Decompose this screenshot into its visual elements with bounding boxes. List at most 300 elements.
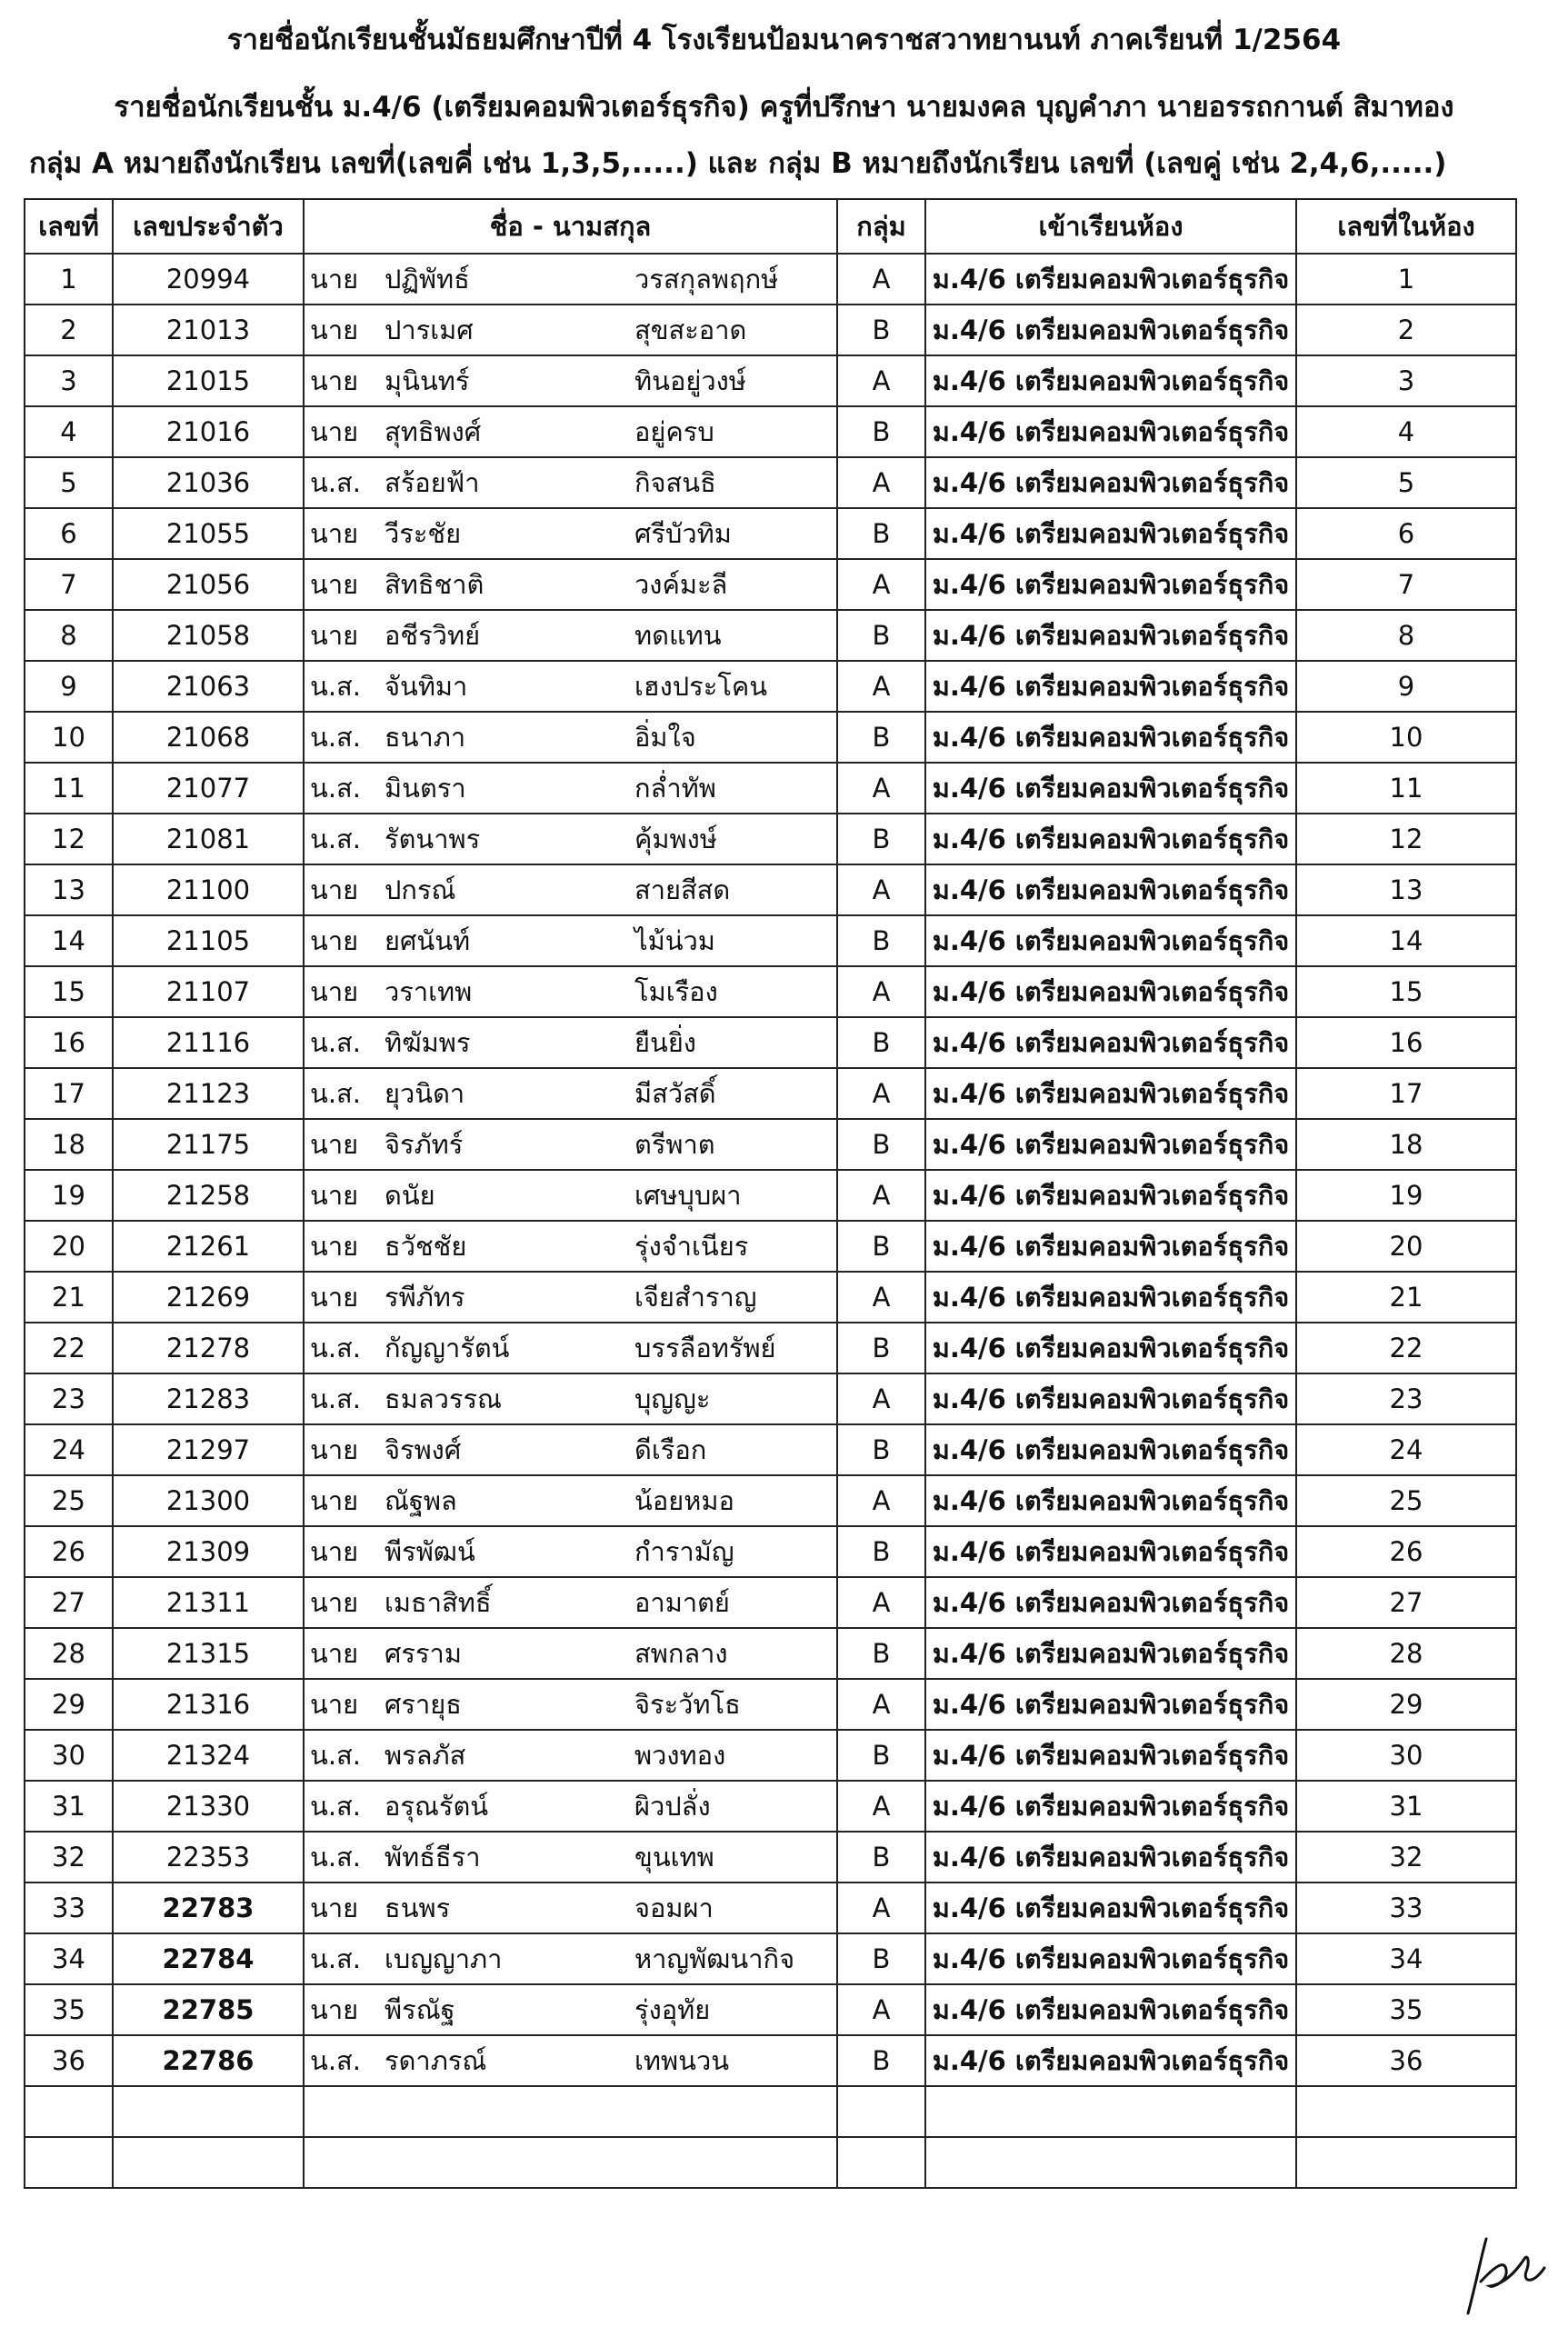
first-name: จิรพงศ์ bbox=[385, 1434, 462, 1465]
cell-student-id: 21309 bbox=[113, 1526, 304, 1577]
cell-name bbox=[304, 254, 837, 305]
first-name: อชีรวิทย์ bbox=[385, 620, 481, 651]
cell-group: B bbox=[837, 1628, 925, 1679]
cell-name bbox=[304, 355, 837, 406]
first-name: ณัฐพล bbox=[385, 1485, 457, 1516]
first-name: ธวัชชัย bbox=[385, 1231, 467, 1262]
first-name: ธนพร bbox=[385, 1893, 451, 1923]
cell-student-id: 22785 bbox=[113, 1984, 304, 2035]
cell-class-no: 34 bbox=[1296, 1933, 1516, 1984]
first-name: ปารเมศ bbox=[385, 315, 474, 345]
last-name: ผิวปลั่ง bbox=[634, 1791, 711, 1822]
name-title: นาย bbox=[310, 976, 359, 1007]
last-name: ทินอยู่วงษ์ bbox=[634, 365, 746, 396]
last-name: บรรลือทรัพย์ bbox=[634, 1333, 776, 1363]
first-name: รัตนาพร bbox=[385, 824, 481, 854]
cell-name bbox=[304, 1475, 837, 1526]
cell-no: 17 bbox=[25, 1068, 113, 1119]
empty-cell bbox=[925, 2137, 1296, 2188]
cell-student-id: 21315 bbox=[113, 1628, 304, 1679]
cell-name bbox=[304, 1883, 837, 1933]
cell-name bbox=[304, 1781, 837, 1832]
table-row bbox=[25, 1577, 1516, 1628]
first-name: วราเทพ bbox=[385, 976, 473, 1007]
cell-no: 12 bbox=[25, 814, 113, 864]
last-name: ศรีบัวทิม bbox=[634, 518, 732, 549]
last-name: กำรามัญ bbox=[634, 1536, 734, 1567]
first-name: อรุณรัตน์ bbox=[385, 1791, 489, 1822]
last-name: ดีเรือก bbox=[634, 1434, 707, 1465]
cell-student-id: 21036 bbox=[113, 457, 304, 508]
name-title: น.ส. bbox=[310, 1791, 361, 1822]
cell-no: 21 bbox=[25, 1272, 113, 1323]
cell-class-no: 7 bbox=[1296, 559, 1516, 610]
first-name: ปกรณ์ bbox=[385, 874, 456, 905]
cell-class-room: ม.4/6 เตรียมคอมพิวเตอร์ธุรกิจ bbox=[925, 915, 1296, 966]
cell-group: B bbox=[837, 712, 925, 763]
cell-no: 31 bbox=[25, 1781, 113, 1832]
cell-no: 14 bbox=[25, 915, 113, 966]
name-title: นาย bbox=[310, 1434, 359, 1465]
cell-no: 10 bbox=[25, 712, 113, 763]
last-name: จิระวัทโธ bbox=[634, 1689, 741, 1720]
last-name: โมเรือง bbox=[634, 976, 718, 1007]
cell-class-room: ม.4/6 เตรียมคอมพิวเตอร์ธุรกิจ bbox=[925, 1272, 1296, 1323]
last-name: กล่ำทัพ bbox=[634, 773, 716, 804]
name-title: นาย bbox=[310, 416, 359, 447]
last-name: สุขสะอาด bbox=[634, 315, 747, 345]
cell-student-id: 22353 bbox=[113, 1832, 304, 1883]
table-row bbox=[25, 1526, 1516, 1577]
name-title: นาย bbox=[310, 365, 359, 396]
cell-student-id: 21278 bbox=[113, 1323, 304, 1373]
cell-student-id: 21055 bbox=[113, 508, 304, 559]
cell-name bbox=[304, 2035, 837, 2086]
cell-class-no: 13 bbox=[1296, 864, 1516, 915]
cell-class-no: 15 bbox=[1296, 966, 1516, 1017]
cell-name bbox=[304, 1373, 837, 1424]
cell-class-no: 16 bbox=[1296, 1017, 1516, 1068]
last-name: สายสีสด bbox=[634, 874, 731, 905]
cell-group: A bbox=[837, 1373, 925, 1424]
cell-name bbox=[304, 1679, 837, 1730]
cell-student-id: 21269 bbox=[113, 1272, 304, 1323]
first-name: สุทธิพงศ์ bbox=[385, 416, 482, 447]
cell-group: B bbox=[837, 1323, 925, 1373]
cell-class-room: ม.4/6 เตรียมคอมพิวเตอร์ธุรกิจ bbox=[925, 1628, 1296, 1679]
table-row bbox=[25, 1832, 1516, 1883]
name-title: น.ส. bbox=[310, 671, 361, 702]
cell-class-room: ม.4/6 เตรียมคอมพิวเตอร์ธุรกิจ bbox=[925, 1068, 1296, 1119]
first-name: จันทิมา bbox=[385, 671, 468, 702]
last-name: พวงทอง bbox=[634, 1740, 726, 1771]
last-name: จอมผา bbox=[634, 1893, 714, 1923]
cell-group: B bbox=[837, 305, 925, 355]
cell-class-room: ม.4/6 เตรียมคอมพิวเตอร์ธุรกิจ bbox=[925, 1832, 1296, 1883]
cell-class-no: 20 bbox=[1296, 1221, 1516, 1272]
table-row bbox=[25, 1017, 1516, 1068]
last-name: เทพนวน bbox=[634, 2045, 730, 2076]
cell-student-id: 21013 bbox=[113, 305, 304, 355]
table-row bbox=[25, 661, 1516, 712]
cell-class-room: ม.4/6 เตรียมคอมพิวเตอร์ธุรกิจ bbox=[925, 1221, 1296, 1272]
table-row bbox=[25, 406, 1516, 457]
cell-group: A bbox=[837, 966, 925, 1017]
first-name: ศรราม bbox=[385, 1638, 462, 1669]
name-title: นาย bbox=[310, 569, 359, 600]
cell-class-room: ม.4/6 เตรียมคอมพิวเตอร์ธุรกิจ bbox=[925, 508, 1296, 559]
cell-no: 20 bbox=[25, 1221, 113, 1272]
last-name: สพกลาง bbox=[634, 1638, 728, 1669]
cell-class-room: ม.4/6 เตรียมคอมพิวเตอร์ธุรกิจ bbox=[925, 1883, 1296, 1933]
cell-class-no: 10 bbox=[1296, 712, 1516, 763]
name-title: น.ส. bbox=[310, 1943, 361, 1974]
cell-no: 5 bbox=[25, 457, 113, 508]
name-title: น.ส. bbox=[310, 1842, 361, 1873]
cell-class-no: 22 bbox=[1296, 1323, 1516, 1373]
first-name: ศรายุธ bbox=[385, 1689, 462, 1720]
name-title: นาย bbox=[310, 620, 359, 651]
table-row bbox=[25, 1170, 1516, 1221]
table-row bbox=[25, 1730, 1516, 1781]
cell-name bbox=[304, 1272, 837, 1323]
cell-group: B bbox=[837, 1221, 925, 1272]
first-name: รพีภัทร bbox=[385, 1282, 465, 1313]
cell-group: A bbox=[837, 1984, 925, 2035]
cell-no: 33 bbox=[25, 1883, 113, 1933]
last-name: ไม้น่วม bbox=[634, 925, 715, 956]
cell-class-no: 21 bbox=[1296, 1272, 1516, 1323]
last-name: เศษบุบผา bbox=[634, 1180, 742, 1211]
cell-class-room: ม.4/6 เตรียมคอมพิวเตอร์ธุรกิจ bbox=[925, 305, 1296, 355]
first-name: เมธาสิทธิ์ bbox=[385, 1587, 492, 1618]
cell-student-id: 22783 bbox=[113, 1883, 304, 1933]
table-row bbox=[25, 1323, 1516, 1373]
empty-cell bbox=[1296, 2137, 1516, 2188]
table-row bbox=[25, 1373, 1516, 1424]
cell-class-room: ม.4/6 เตรียมคอมพิวเตอร์ธุรกิจ bbox=[925, 814, 1296, 864]
cell-student-id: 21116 bbox=[113, 1017, 304, 1068]
table-row bbox=[25, 712, 1516, 763]
cell-student-id: 21105 bbox=[113, 915, 304, 966]
cell-no: 23 bbox=[25, 1373, 113, 1424]
student-roster-table bbox=[24, 198, 1517, 2189]
last-name: วงค์มะลี bbox=[634, 569, 728, 600]
empty-cell bbox=[304, 2086, 837, 2137]
name-title: น.ส. bbox=[310, 1383, 361, 1414]
table-row bbox=[25, 2035, 1516, 2086]
cell-class-no: 35 bbox=[1296, 1984, 1516, 2035]
cell-group: B bbox=[837, 1017, 925, 1068]
table-row bbox=[25, 1424, 1516, 1475]
cell-class-no: 12 bbox=[1296, 814, 1516, 864]
cell-class-no: 25 bbox=[1296, 1475, 1516, 1526]
cell-no: 24 bbox=[25, 1424, 113, 1475]
cell-no: 4 bbox=[25, 406, 113, 457]
cell-student-id: 21081 bbox=[113, 814, 304, 864]
name-title: นาย bbox=[310, 1536, 359, 1567]
last-name: หาญพัฒนากิจ bbox=[634, 1943, 795, 1974]
name-title: น.ส. bbox=[310, 467, 361, 498]
cell-class-room: ม.4/6 เตรียมคอมพิวเตอร์ธุรกิจ bbox=[925, 864, 1296, 915]
cell-group: B bbox=[837, 1832, 925, 1883]
cell-class-room: ม.4/6 เตรียมคอมพิวเตอร์ธุรกิจ bbox=[925, 1017, 1296, 1068]
table-row bbox=[25, 254, 1516, 305]
cell-group: A bbox=[837, 254, 925, 305]
table-row bbox=[25, 1475, 1516, 1526]
cell-no: 36 bbox=[25, 2035, 113, 2086]
cell-name bbox=[304, 1068, 837, 1119]
table-row bbox=[25, 763, 1516, 814]
cell-class-room: ม.4/6 เตรียมคอมพิวเตอร์ธุรกิจ bbox=[925, 1577, 1296, 1628]
cell-name bbox=[304, 1170, 837, 1221]
first-name: ธนาภา bbox=[385, 722, 466, 753]
name-title: นาย bbox=[310, 1994, 359, 2025]
table-row bbox=[25, 864, 1516, 915]
name-title: นาย bbox=[310, 1129, 359, 1160]
cell-no: 29 bbox=[25, 1679, 113, 1730]
cell-class-no: 27 bbox=[1296, 1577, 1516, 1628]
empty-cell bbox=[113, 2086, 304, 2137]
cell-student-id: 21058 bbox=[113, 610, 304, 661]
cell-no: 18 bbox=[25, 1119, 113, 1170]
cell-name bbox=[304, 305, 837, 355]
cell-name bbox=[304, 559, 837, 610]
empty-row bbox=[25, 2137, 1516, 2188]
cell-name bbox=[304, 1119, 837, 1170]
cell-class-no: 24 bbox=[1296, 1424, 1516, 1475]
cell-group: A bbox=[837, 1272, 925, 1323]
cell-name bbox=[304, 1577, 837, 1628]
last-name: วรสกุลพฤกษ์ bbox=[634, 264, 779, 295]
cell-class-room: ม.4/6 เตรียมคอมพิวเตอร์ธุรกิจ bbox=[925, 1119, 1296, 1170]
first-name: รดาภรณ์ bbox=[385, 2045, 487, 2076]
column-header-class-room: เข้าเรียนห้อง bbox=[925, 199, 1296, 254]
signature-mark bbox=[1450, 2232, 1550, 2318]
cell-group: B bbox=[837, 1526, 925, 1577]
name-title: น.ส. bbox=[310, 773, 361, 804]
cell-class-no: 14 bbox=[1296, 915, 1516, 966]
cell-group: B bbox=[837, 508, 925, 559]
name-title: น.ส. bbox=[310, 1027, 361, 1058]
cell-student-id: 21077 bbox=[113, 763, 304, 814]
cell-no: 32 bbox=[25, 1832, 113, 1883]
cell-student-id: 21330 bbox=[113, 1781, 304, 1832]
cell-class-room: ม.4/6 เตรียมคอมพิวเตอร์ธุรกิจ bbox=[925, 1730, 1296, 1781]
cell-student-id: 21300 bbox=[113, 1475, 304, 1526]
cell-class-room: ม.4/6 เตรียมคอมพิวเตอร์ธุรกิจ bbox=[925, 559, 1296, 610]
cell-name bbox=[304, 864, 837, 915]
cell-class-room: ม.4/6 เตรียมคอมพิวเตอร์ธุรกิจ bbox=[925, 355, 1296, 406]
cell-student-id: 21258 bbox=[113, 1170, 304, 1221]
cell-class-room: ม.4/6 เตรียมคอมพิวเตอร์ธุรกิจ bbox=[925, 1475, 1296, 1526]
cell-group: B bbox=[837, 406, 925, 457]
cell-class-no: 9 bbox=[1296, 661, 1516, 712]
cell-name bbox=[304, 1017, 837, 1068]
empty-cell bbox=[113, 2137, 304, 2188]
empty-cell bbox=[837, 2086, 925, 2137]
table-row bbox=[25, 457, 1516, 508]
empty-cell bbox=[304, 2137, 837, 2188]
last-name: รุ่งจำเนียร bbox=[634, 1231, 749, 1262]
cell-name bbox=[304, 406, 837, 457]
cell-name bbox=[304, 915, 837, 966]
cell-student-id: 21016 bbox=[113, 406, 304, 457]
cell-class-no: 30 bbox=[1296, 1730, 1516, 1781]
last-name: ยืนยิ่ง bbox=[634, 1027, 696, 1058]
cell-group: A bbox=[837, 355, 925, 406]
document-title: รายชื่อนักเรียนชั้นมัธยมศึกษาปีที่ 4 โรงเรียนป้อมนาคราชสวาทยานนท์ ภาคเรียนที่ 1/2564 bbox=[226, 24, 1342, 56]
last-name: อิ่มใจ bbox=[634, 722, 696, 753]
name-title: นาย bbox=[310, 264, 359, 295]
table-row bbox=[25, 508, 1516, 559]
cell-class-room: ม.4/6 เตรียมคอมพิวเตอร์ธุรกิจ bbox=[925, 406, 1296, 457]
cell-group: B bbox=[837, 2035, 925, 2086]
cell-class-room: ม.4/6 เตรียมคอมพิวเตอร์ธุรกิจ bbox=[925, 712, 1296, 763]
cell-class-room: ม.4/6 เตรียมคอมพิวเตอร์ธุรกิจ bbox=[925, 763, 1296, 814]
name-title: นาย bbox=[310, 518, 359, 549]
name-title: นาย bbox=[310, 1180, 359, 1211]
cell-student-id: 21311 bbox=[113, 1577, 304, 1628]
cell-group: B bbox=[837, 1424, 925, 1475]
cell-class-no: 6 bbox=[1296, 508, 1516, 559]
cell-group: A bbox=[837, 1781, 925, 1832]
cell-class-no: 17 bbox=[1296, 1068, 1516, 1119]
cell-group: A bbox=[837, 1475, 925, 1526]
table-row bbox=[25, 1883, 1516, 1933]
cell-class-room: ม.4/6 เตรียมคอมพิวเตอร์ธุรกิจ bbox=[925, 1984, 1296, 2035]
table-row bbox=[25, 814, 1516, 864]
cell-student-id: 21261 bbox=[113, 1221, 304, 1272]
first-name: เบญญาภา bbox=[385, 1943, 503, 1974]
cell-name bbox=[304, 1730, 837, 1781]
cell-group: B bbox=[837, 814, 925, 864]
cell-class-room: ม.4/6 เตรียมคอมพิวเตอร์ธุรกิจ bbox=[925, 1373, 1296, 1424]
cell-class-room: ม.4/6 เตรียมคอมพิวเตอร์ธุรกิจ bbox=[925, 1424, 1296, 1475]
last-name: เฮงประโคน bbox=[634, 671, 768, 702]
last-name: กิจสนธิ bbox=[634, 467, 716, 498]
last-name: ทดแทน bbox=[634, 620, 722, 651]
table-row bbox=[25, 1933, 1516, 1984]
cell-no: 16 bbox=[25, 1017, 113, 1068]
cell-no: 7 bbox=[25, 559, 113, 610]
last-name: ขุนเทพ bbox=[634, 1842, 714, 1873]
cell-student-id: 21283 bbox=[113, 1373, 304, 1424]
cell-no: 22 bbox=[25, 1323, 113, 1373]
cell-name bbox=[304, 610, 837, 661]
table-row bbox=[25, 966, 1516, 1017]
name-title: นาย bbox=[310, 1587, 359, 1618]
cell-name bbox=[304, 814, 837, 864]
class-advisor-line: รายชื่อนักเรียนชั้น ม.4/6 (เตรียมคอมพิวเตอร์ธุรกิจ) ครูที่ปรึกษา นายมงคล บุญคำภา นายอรรถกานต์ สิมาทอง bbox=[114, 91, 1454, 124]
cell-no: 19 bbox=[25, 1170, 113, 1221]
cell-group: B bbox=[837, 915, 925, 966]
cell-group: A bbox=[837, 1883, 925, 1933]
name-title: น.ส. bbox=[310, 722, 361, 753]
name-title: นาย bbox=[310, 1282, 359, 1313]
cell-group: A bbox=[837, 1679, 925, 1730]
cell-no: 3 bbox=[25, 355, 113, 406]
cell-class-no: 11 bbox=[1296, 763, 1516, 814]
name-title: นาย bbox=[310, 1231, 359, 1262]
table-row bbox=[25, 1781, 1516, 1832]
cell-name bbox=[304, 1526, 837, 1577]
first-name: ยศนันท์ bbox=[385, 925, 471, 956]
group-explanation: กลุ่ม A หมายถึงนักเรียน เลขที่(เลขคี่ เช่น 1,3,5,.....) และ กลุ่ม B หมายถึงนักเรียน เลขที่ (เลขคู่ เช่น 2,4,6,.....) bbox=[29, 147, 1447, 180]
cell-class-no: 26 bbox=[1296, 1526, 1516, 1577]
first-name: กัญญารัตน์ bbox=[385, 1333, 510, 1363]
table-row bbox=[25, 915, 1516, 966]
last-name: น้อยหมอ bbox=[634, 1485, 734, 1516]
first-name: วีระชัย bbox=[385, 518, 462, 549]
last-name: เจียสำราญ bbox=[634, 1282, 757, 1313]
cell-no: 15 bbox=[25, 966, 113, 1017]
empty-cell bbox=[25, 2137, 113, 2188]
table-row bbox=[25, 1984, 1516, 2035]
column-header-name: ชื่อ - นามสกุล bbox=[304, 199, 837, 254]
last-name: คุ้มพงษ์ bbox=[634, 824, 717, 854]
cell-group: A bbox=[837, 559, 925, 610]
cell-class-room: ม.4/6 เตรียมคอมพิวเตอร์ธุรกิจ bbox=[925, 457, 1296, 508]
first-name: ยุวนิดา bbox=[385, 1078, 465, 1109]
first-name: พีรพัฒน์ bbox=[385, 1536, 475, 1567]
name-title: นาย bbox=[310, 1485, 359, 1516]
cell-name bbox=[304, 1424, 837, 1475]
cell-name bbox=[304, 457, 837, 508]
cell-name bbox=[304, 1628, 837, 1679]
cell-class-room: ม.4/6 เตรียมคอมพิวเตอร์ธุรกิจ bbox=[925, 1933, 1296, 1984]
cell-class-room: ม.4/6 เตรียมคอมพิวเตอร์ธุรกิจ bbox=[925, 661, 1296, 712]
cell-name bbox=[304, 1933, 837, 1984]
table-row bbox=[25, 1628, 1516, 1679]
cell-class-room: ม.4/6 เตรียมคอมพิวเตอร์ธุรกิจ bbox=[925, 254, 1296, 305]
cell-name bbox=[304, 966, 837, 1017]
table-row bbox=[25, 305, 1516, 355]
cell-class-no: 4 bbox=[1296, 406, 1516, 457]
cell-no: 26 bbox=[25, 1526, 113, 1577]
name-title: นาย bbox=[310, 1893, 359, 1923]
column-header-group: กลุ่ม bbox=[837, 199, 925, 254]
table-row bbox=[25, 1068, 1516, 1119]
first-name: พรลภัส bbox=[385, 1740, 466, 1771]
cell-student-id: 22786 bbox=[113, 2035, 304, 2086]
name-title: นาย bbox=[310, 874, 359, 905]
cell-group: A bbox=[837, 661, 925, 712]
cell-no: 30 bbox=[25, 1730, 113, 1781]
cell-group: A bbox=[837, 763, 925, 814]
name-title: นาย bbox=[310, 1689, 359, 1720]
cell-class-no: 32 bbox=[1296, 1832, 1516, 1883]
cell-name bbox=[304, 508, 837, 559]
first-name: จิรภัทร์ bbox=[385, 1129, 464, 1160]
cell-class-no: 23 bbox=[1296, 1373, 1516, 1424]
cell-class-room: ม.4/6 เตรียมคอมพิวเตอร์ธุรกิจ bbox=[925, 1781, 1296, 1832]
cell-class-no: 1 bbox=[1296, 254, 1516, 305]
first-name: ทิฆัมพร bbox=[385, 1027, 471, 1058]
cell-class-room: ม.4/6 เตรียมคอมพิวเตอร์ธุรกิจ bbox=[925, 1526, 1296, 1577]
empty-cell bbox=[925, 2086, 1296, 2137]
cell-class-room: ม.4/6 เตรียมคอมพิวเตอร์ธุรกิจ bbox=[925, 2035, 1296, 2086]
cell-no: 9 bbox=[25, 661, 113, 712]
cell-group: A bbox=[837, 1170, 925, 1221]
first-name: ดนัย bbox=[385, 1180, 435, 1211]
cell-group: B bbox=[837, 610, 925, 661]
column-header-class-no: เลขที่ในห้อง bbox=[1296, 199, 1516, 254]
cell-student-id: 21107 bbox=[113, 966, 304, 1017]
empty-cell bbox=[25, 2086, 113, 2137]
cell-name bbox=[304, 1323, 837, 1373]
cell-group: B bbox=[837, 1933, 925, 1984]
